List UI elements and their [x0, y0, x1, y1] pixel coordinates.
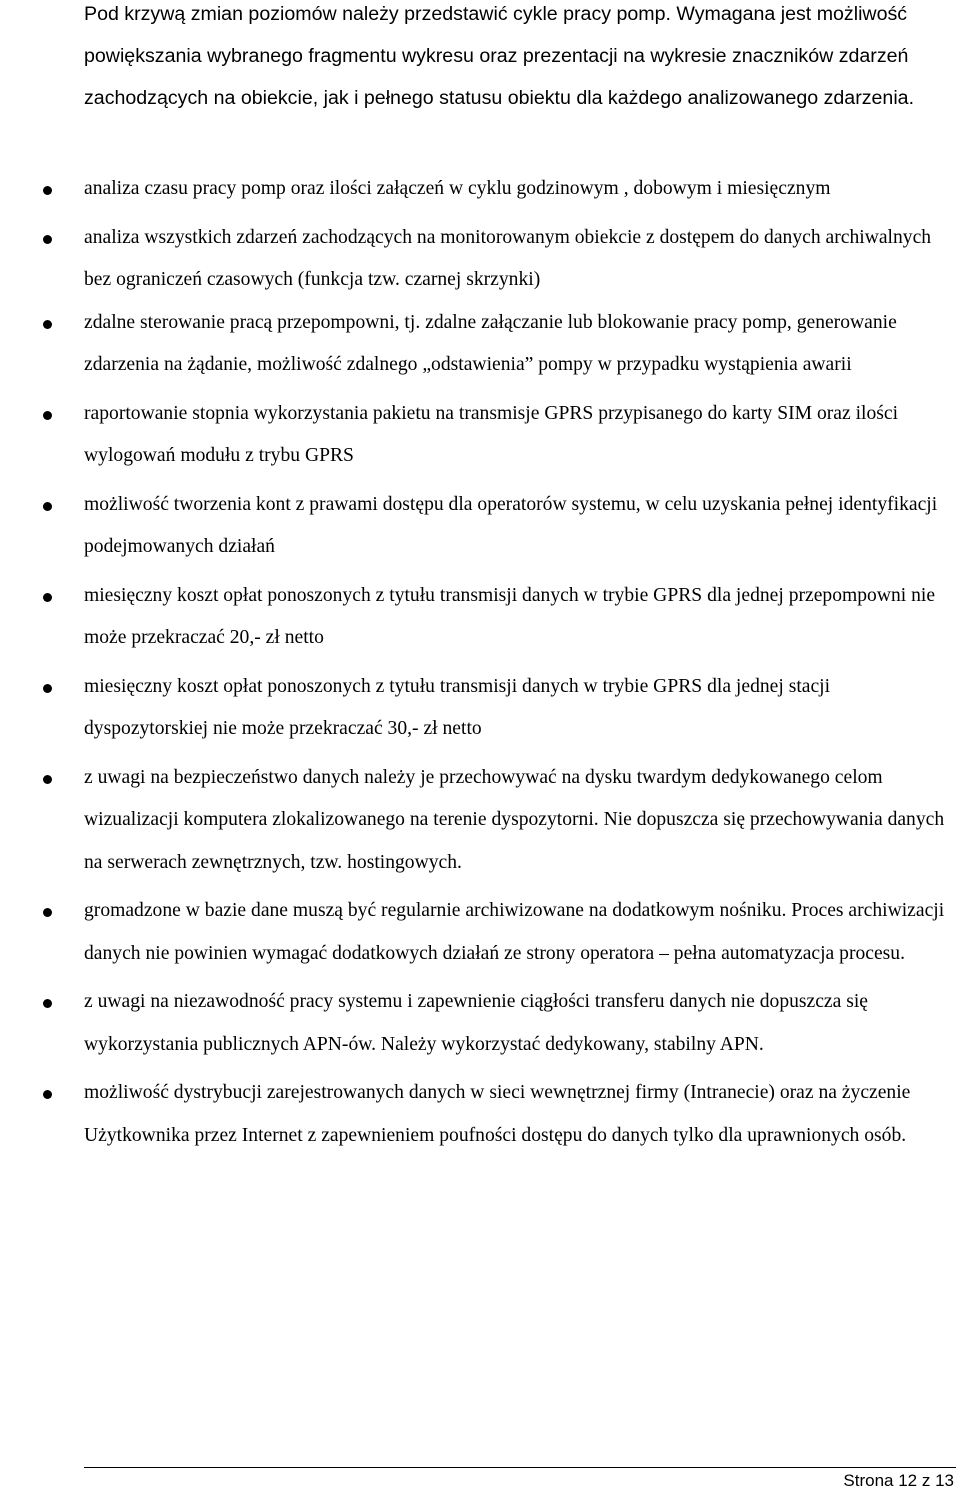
bullet-icon	[43, 775, 52, 784]
list-item-text: możliwość dystrybucji zarejestrowanych danych w sieci wewnętrznej firmy (Intranecie) oraz na życzenie Użytkownika przez Internet z zapewnieniem poufności dostępu do danych tylko dla uprawnionych osób.	[84, 1082, 911, 1146]
list-item-text: analiza wszystkich zdarzeń zachodzących na monitorowanym obiekcie z dostępem do danych archiwalnych bez ograniczeń czasowych (funkcja tzw. czarnej skrzynki)	[84, 226, 932, 290]
list-item	[0, 890, 960, 975]
list-item	[0, 575, 960, 660]
bullet-icon	[43, 684, 52, 693]
list-item-text: możliwość tworzenia kont z prawami dostępu dla operatorów systemu, w celu uzyskania pełnej identyfikacji podejmowanych działań	[84, 493, 938, 557]
list-item-text: z uwagi na niezawodność pracy systemu i zapewnienie ciągłości transferu danych nie dopuszcza się wykorzystania publicznych APN-ów. Należy wykorzystać dedykowany, stabilny APN.	[84, 991, 868, 1055]
requirements-list	[0, 168, 960, 1157]
page-number: Strona 12 z 13	[843, 1471, 954, 1490]
list-item-text: z uwagi na bezpieczeństwo danych należy je przechowywać na dysku twardym dedykowanego celom wizualizacji komputera zlokalizowanego na terenie dyspozytorni. Nie dopuszcza się przechowywania danych na serwerach zewnętrznych, tzw. hostingowych.	[84, 766, 945, 873]
bullet-icon	[43, 502, 52, 511]
list-item	[0, 393, 960, 478]
list-item	[0, 168, 960, 211]
list-item	[0, 757, 960, 885]
list-item	[0, 302, 960, 387]
list-item	[0, 666, 960, 751]
bullet-icon	[43, 1090, 52, 1099]
bullet-icon	[43, 593, 52, 602]
intro-paragraph: Pod krzywą zmian poziomów należy przedstawić cykle pracy pomp. Wymagana jest możliwość powiększania wybranego fragmentu wykresu oraz prezentacji na wykresie znaczników zdarzeń zachodzących na obiekcie, jak i pełnego statusu obiektu dla każdego analizowanego zdarzenia.	[84, 3, 915, 109]
list-item-text: raportowanie stopnia wykorzystania pakietu na transmisje GPRS przypisanego do karty SIM oraz ilości wylogowań modułu z trybu GPRS	[84, 402, 899, 466]
list-item	[0, 217, 960, 302]
list-item-text: analiza czasu pracy pomp oraz ilości załączeń w cyklu godzinowym , dobowym i miesięcznym	[84, 178, 831, 199]
list-item-text: miesięczny koszt opłat ponoszonych z tytułu transmisji danych w trybie GPRS dla jednej stacji dyspozytorskiej nie może przekraczać 30,- zł netto	[84, 675, 831, 739]
list-item-text: gromadzone w bazie dane muszą być regularnie archiwizowane na dodatkowym nośniku. Proces archiwizacji danych nie powinien wymagać dodatkowych działań ze strony operatora – pełna automatyzacja procesu.	[84, 900, 945, 964]
bullet-icon	[43, 908, 52, 917]
bullet-icon	[43, 411, 52, 420]
bullet-icon	[43, 320, 52, 329]
list-item-text: miesięczny koszt opłat ponoszonych z tytułu transmisji danych w trybie GPRS dla jednej przepompowni nie może przekraczać 20,- zł netto	[84, 584, 936, 648]
footer-divider	[84, 1467, 956, 1468]
bullet-icon	[43, 999, 52, 1008]
list-item-text: zdalne sterowanie pracą przepompowni, tj. zdalne załączanie lub blokowanie pracy pomp, generowanie zdarzenia na żądanie, możliwość zdalnego „odstawienia” pompy w przypadku wystąpienia awarii	[84, 311, 897, 375]
list-item	[0, 484, 960, 569]
list-item	[0, 1072, 960, 1157]
bullet-icon	[43, 186, 52, 195]
bullet-icon	[43, 235, 52, 244]
list-item	[0, 981, 960, 1066]
